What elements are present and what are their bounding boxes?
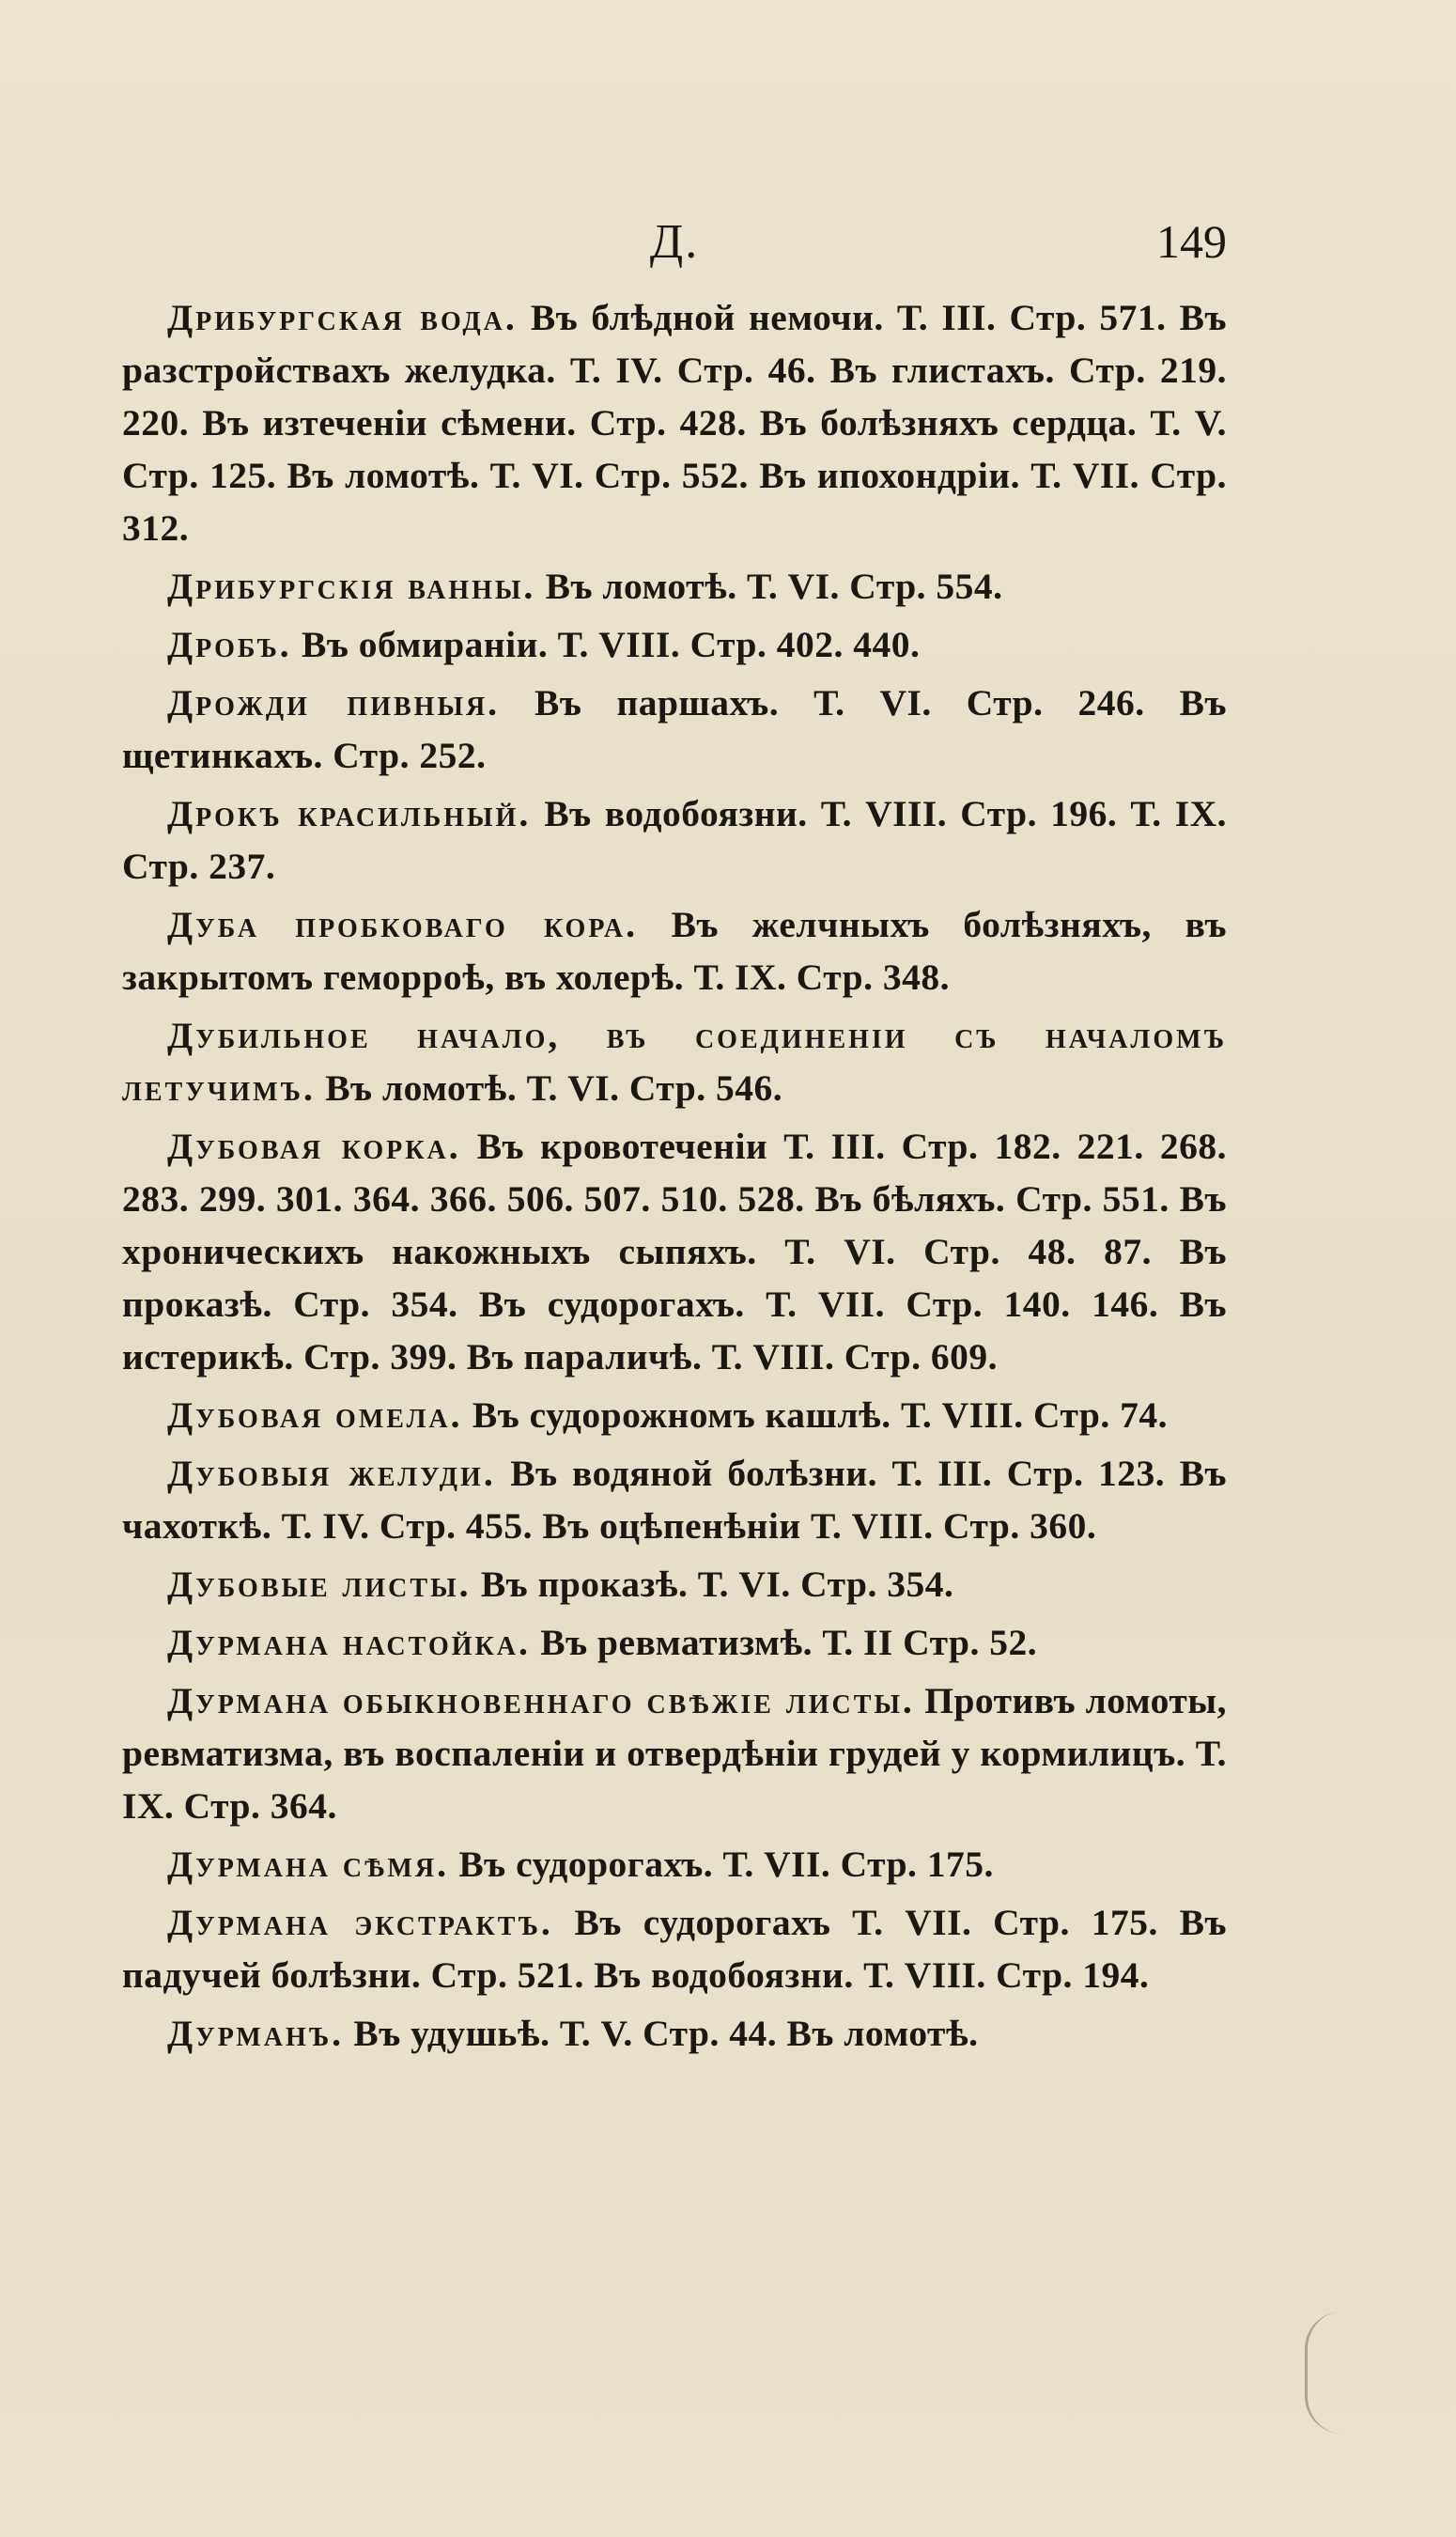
index-entry	[122, 291, 1227, 554]
index-entry	[122, 1389, 1227, 1441]
entry-headword: Дурманъ.	[167, 2013, 345, 2054]
entry-references: Въ обмираніи. Т. VIII. Стр. 402. 440.	[291, 624, 921, 665]
entry-headword: Дрибургскія ванны.	[167, 566, 536, 607]
index-entry	[122, 1838, 1227, 1891]
index-entry	[122, 1616, 1227, 1669]
index-entry	[122, 1558, 1227, 1611]
index-entry	[122, 677, 1227, 782]
index-entry	[122, 1674, 1227, 1832]
entry-references: Въ паршахъ. Т. VI. Стр. 246. Въ щетинкахъ. Стр. 252.	[122, 682, 1228, 776]
entry-references: Въ ломотѣ. Т. VI. Стр. 554.	[535, 566, 1003, 607]
entry-references: Въ ломотѣ. Т. VI. Стр. 546.	[315, 1067, 783, 1109]
entry-headword: Дубильное начало, въ соединеніи съ началомъ летучимъ.	[122, 1015, 1227, 1109]
entry-headword: Дрожди пивныя.	[167, 682, 501, 724]
entry-references: Въ водяной болѣзни. Т. III. Стр. 123. Въ чахоткѣ. Т. IV. Стр. 455. Въ оцѣпенѣніи Т. VIII. Стр. 360.	[122, 1453, 1227, 1547]
entry-references: Въ желчныхъ болѣзняхъ, въ закрытомъ геморроѣ, въ холерѣ. Т. IX. Стр. 348.	[122, 904, 1227, 998]
page-number: 149	[1156, 215, 1227, 268]
entry-headword: Дурмана экстрактъ.	[167, 1902, 553, 1943]
entry-references: Въ водобоязни. Т. VIII. Стр. 196. Т. IX. Стр. 237.	[122, 793, 1227, 887]
index-entry	[122, 1009, 1227, 1114]
entry-references: Въ судорогахъ. Т. VII. Стр. 175.	[448, 1844, 994, 1885]
entry-references: Въ блѣдной немочи. Т. III. Стр. 571. Въ разстройствахъ желудка. Т. IV. Стр. 46. Въ глистахъ. Стр. 219. 220. Въ изтеченіи сѣмени. Стр. 428. Въ болѣзняхъ сердца. Т. V. Стр. 125. Въ ломотѣ. Т. VI. Стр. 552. Въ ипохондріи. Т. VII. Стр. 312.	[122, 297, 1228, 549]
margin-pencil-mark	[1305, 2311, 1345, 2434]
entry-headword: Дубовая омела.	[167, 1394, 463, 1436]
page-header	[122, 214, 1227, 280]
entry-headword: Дубовыя желуди.	[167, 1453, 496, 1494]
entry-references: Въ кровотеченіи Т. III. Стр. 182. 221. 268. 283. 299. 301. 364. 366. 506. 507. 510. 528. Въ бѣляхъ. Стр. 551. Въ хроническихъ накожныхъ сыпяхъ. Т. VI. Стр. 48. 87. Въ проказѣ. Стр. 354. Въ судорогахъ. Т. VII. Стр. 140. 146. Въ истерикѣ. Стр. 399. Въ параличѣ. Т. VIII. Стр. 609.	[122, 1126, 1227, 1377]
index-body	[122, 291, 1227, 2065]
entry-headword: Дурмана сѣмя.	[167, 1844, 449, 1885]
entry-headword: Дробъ.	[167, 624, 292, 665]
entry-references: Въ судорожномъ кашлѣ. Т. VIII. Стр. 74.	[462, 1394, 1168, 1436]
index-entry	[122, 1447, 1227, 1552]
index-entry	[122, 787, 1227, 893]
index-entry	[122, 560, 1227, 613]
entry-headword: Дубовая корка.	[167, 1126, 461, 1167]
entry-references: Въ удушьѣ. Т. V. Стр. 44. Въ ломотѣ.	[344, 2013, 979, 2054]
entry-headword: Дрибургская вода.	[167, 297, 518, 338]
entry-headword: Дрокъ красильный.	[167, 793, 532, 834]
index-entry	[122, 898, 1227, 1004]
entry-references: Въ судорогахъ Т. VII. Стр. 175. Въ падучей болѣзни. Стр. 521. Въ водобоязни. Т. VIII. Стр. 194.	[122, 1902, 1227, 1996]
running-head: Д.	[649, 215, 700, 269]
entry-headword: Дурмана настойка.	[167, 1622, 531, 1663]
entry-references: Въ проказѣ. Т. VI. Стр. 354.	[471, 1564, 954, 1605]
index-entry	[122, 2007, 1227, 2060]
entry-headword: Дубовые листы.	[167, 1564, 472, 1605]
entry-references: Въ ревматизмѣ. Т. II Стр. 52.	[530, 1622, 1038, 1663]
entry-headword: Дурмана обыкновеннаго свѣжіе листы.	[167, 1680, 915, 1721]
index-entry	[122, 618, 1227, 671]
entry-headword: Дуба пробковаго кора.	[167, 904, 638, 945]
entry-references: Противъ ломоты, ревматизма, въ воспаленіи и отвердѣніи грудей у кормилицъ. Т. IX. Стр. 364.	[122, 1680, 1227, 1827]
index-entry	[122, 1120, 1227, 1383]
index-entry	[122, 1896, 1227, 2001]
